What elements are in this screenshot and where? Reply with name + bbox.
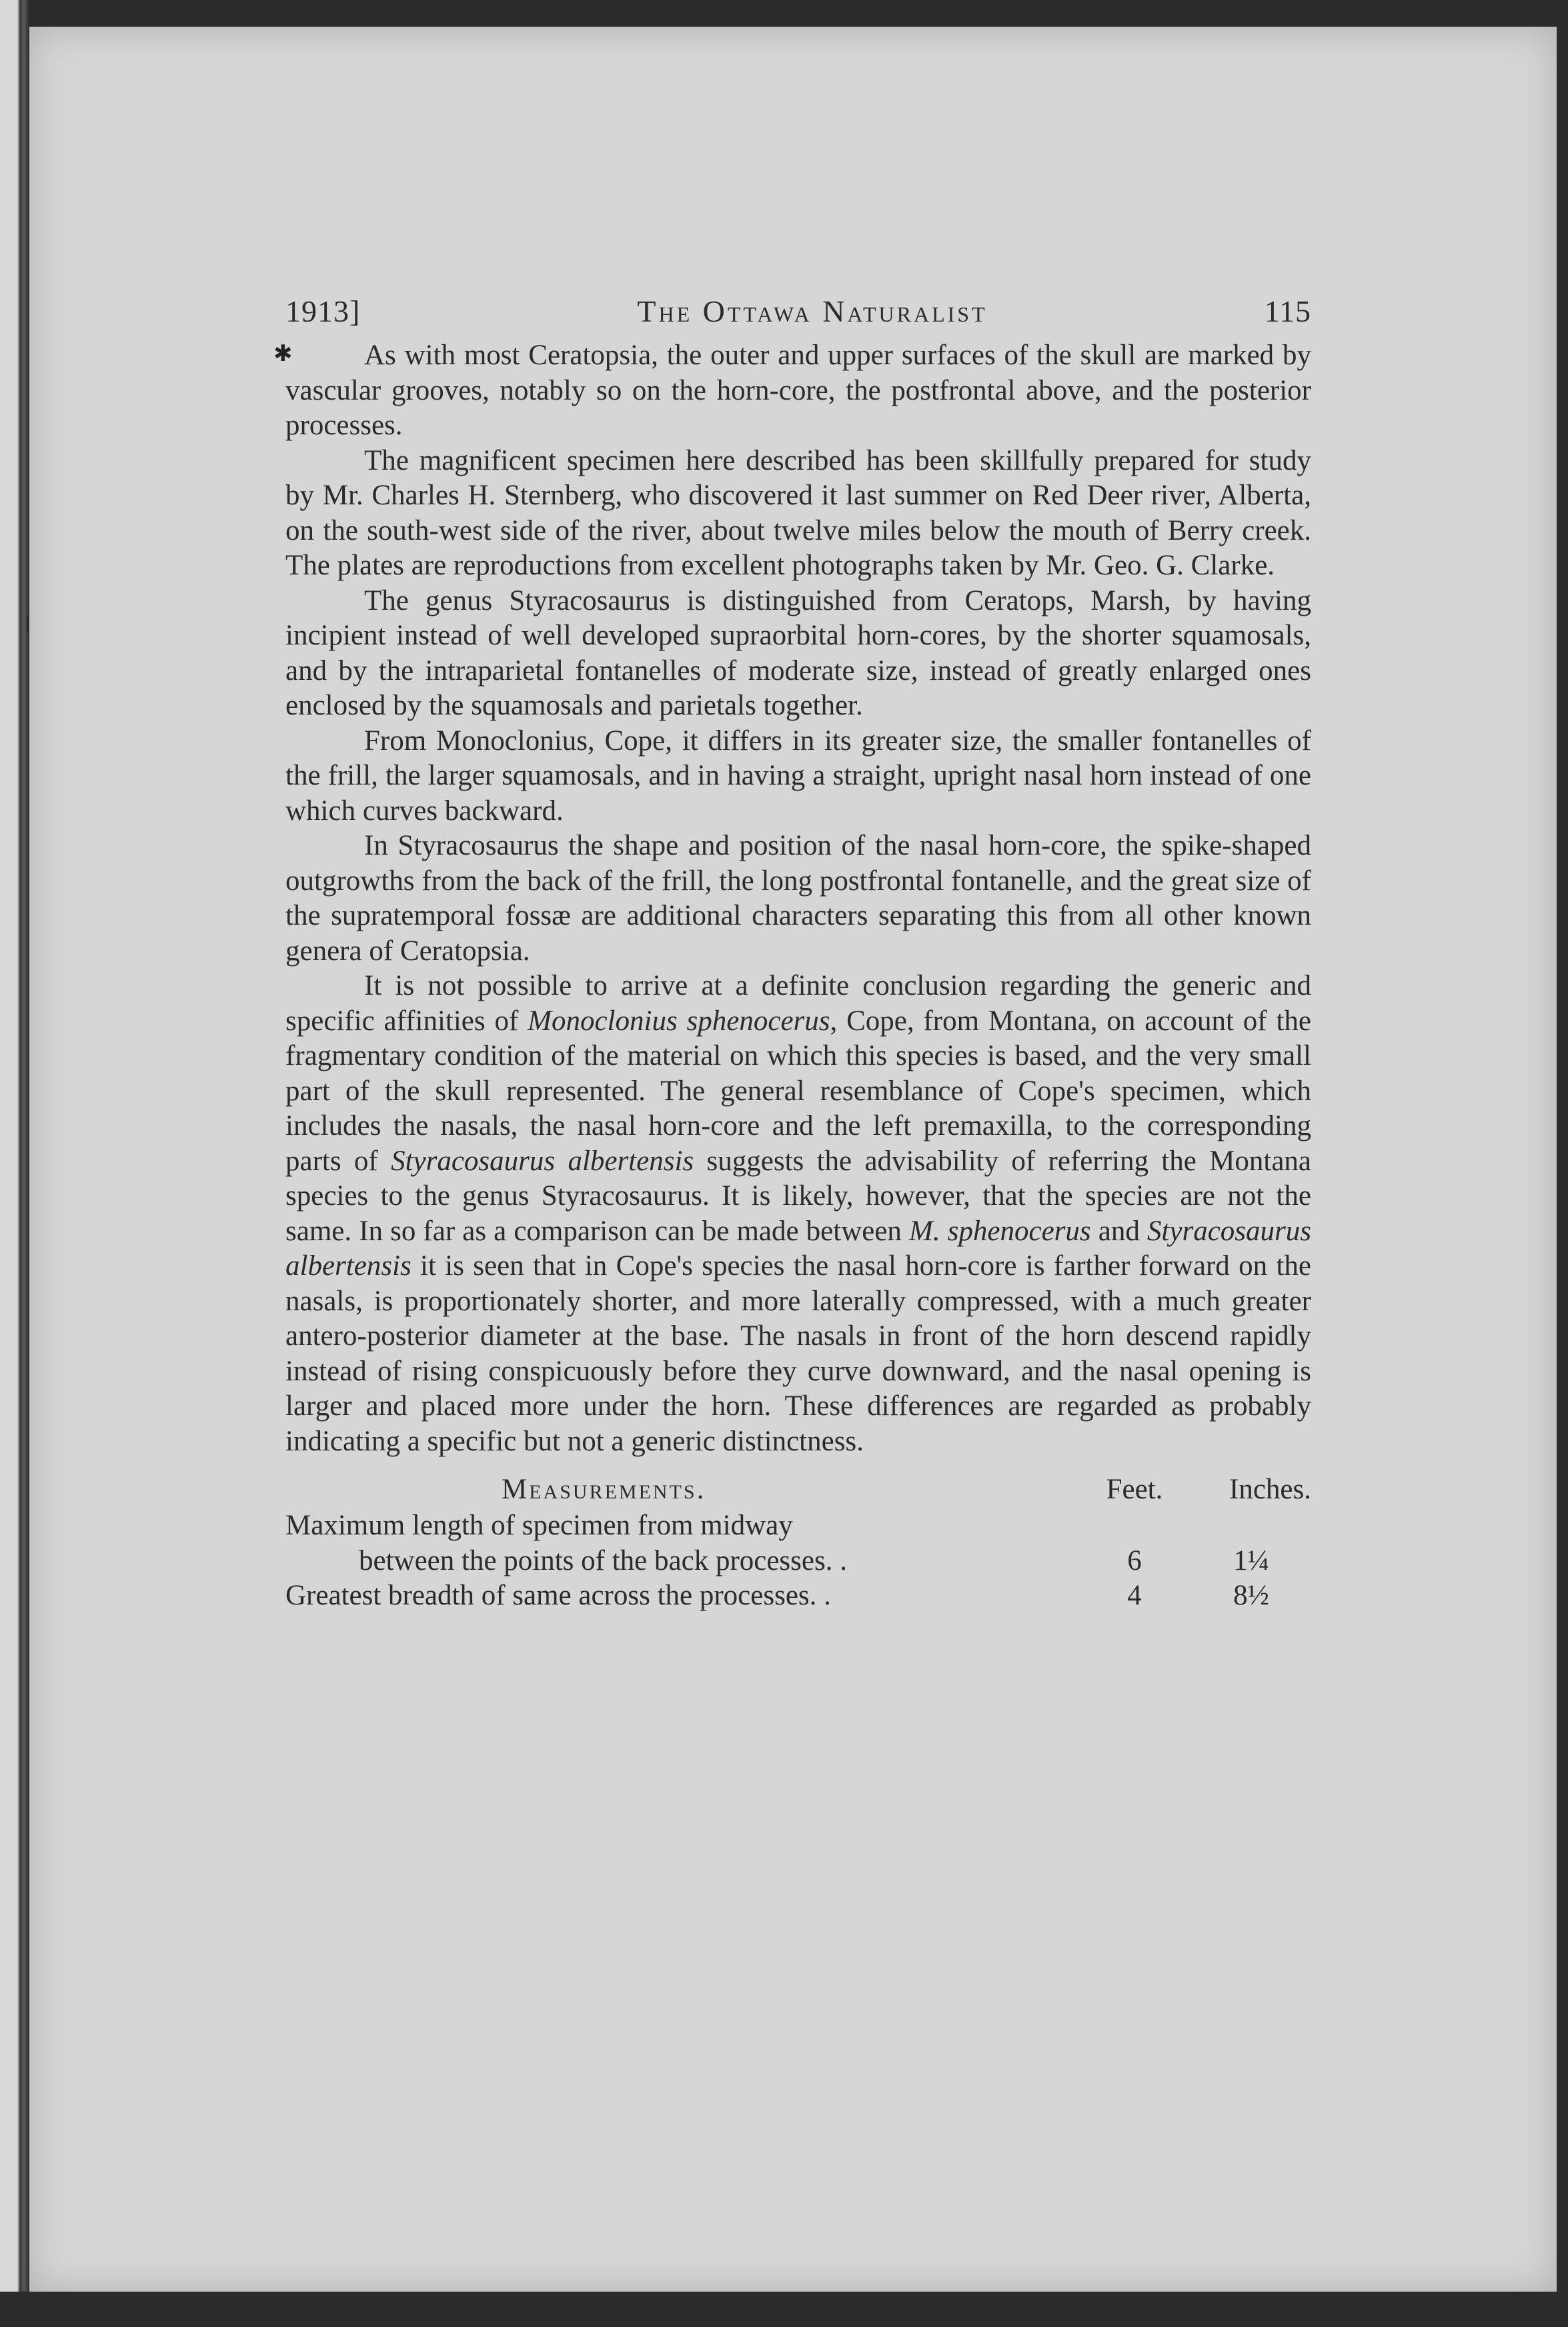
measurement-label xyxy=(285,1508,1078,1578)
column-feet-header: Feet. xyxy=(1106,1474,1163,1505)
measurement-label-line: Maximum length of specimen from midway xyxy=(285,1510,793,1541)
book-binding-edge xyxy=(0,0,29,2327)
paragraph-distinction-ceratops: The genus Styracosaurus is distinguished from Ceratops, Marsh, by having incipient instead of well developed supraorbital horn-cores, by the shorter squamosals, and by the intraparietal fontanelles of moderate size, instead of greatly enlarged ones enclosed by the squamosals and parietals together. xyxy=(285,584,1311,721)
page-text-block xyxy=(285,294,1311,1614)
measurements-heading: Measurements. xyxy=(502,1474,706,1505)
measurement-feet-value: 4 xyxy=(1127,1580,1142,1611)
paragraph-styracosaurus-characters: In Styracosaurus the shape and position of the nasal horn-core, the spike-shaped outgrowths from the back of the frill, the long postfrontal fontanelle, and the great size of the supratemporal fossæ are additional characters separating this from all other known genera of Ceratopsia. xyxy=(285,830,1311,967)
measurement-row xyxy=(285,1508,1311,1578)
paragraph-vascular-grooves: As with most Ceratopsia, the outer and upper surfaces of the skull are marked by vascular grooves, notably so on the horn-core, the postfrontal above, and the posterior processes. xyxy=(285,340,1311,441)
measurement-feet-value: 6 xyxy=(1127,1544,1142,1576)
column-inches-header: Inches. xyxy=(1229,1474,1311,1505)
margin-mark-icon: ✱ xyxy=(273,342,293,366)
page-number: 115 xyxy=(1264,294,1311,328)
running-head-year: 1913] xyxy=(285,294,361,328)
paragraph-affinities: It is not possible to arrive at a definite conclusion regarding the generic and specific affinities of Monoclonius sphenocerus, Cope, from Montana, on account of the fragmentary condition of the material on which this species is based, and the very small part of the skull represented. The general resemblance of Cope's specimen, which includes the nasals, the nasal horn-core and the left premaxilla, to the corresponding parts of Styracosaurus albertensis suggests the advisability of referring the Montana species to the genus Styracosaurus. It is likely, however, that the species are not the same. In so far as a comparison can be made between M. sphenocerus and Styracosaurus albertensis it is seen that in Cope's species the nasal horn-core is farther forward on the nasals, is proportionately shorter, and more laterally compressed, with a much greater antero-posterior diameter at the base. The nasals in front of the horn descend rapidly instead of rising conspicuously before they curve downward, and the nasal opening is larger and placed more under the horn. These differences are regarded as probably indicating a specific but not a generic distinctness. xyxy=(285,970,1312,1457)
measurement-inches-value: 8½ xyxy=(1233,1580,1269,1611)
paragraph-distinction-monoclonius: From Monoclonius, Cope, it differs in its greater size, the smaller fontanelles of the frill, the larger squamosals, and in having a straight, upright nasal horn instead of one which curves backward. xyxy=(285,725,1311,827)
measurement-inches-value: 1¼ xyxy=(1233,1544,1269,1576)
measurement-row xyxy=(285,1578,1311,1614)
running-head-journal-title: The Ottawa Naturalist xyxy=(637,294,988,328)
paragraph-specimen-preparation: The magnificent specimen here described has been skillfully prepared for study by Mr. Charles H. Sternberg, who discovered it last summer on Red Deer river, Alberta, on the south-west side of the river, about twelve miles below the mouth of Berry creek. The plates are reproductions from excellent photographs taken by Mr. Geo. G. Clarke. xyxy=(285,444,1311,581)
measurement-label-line: Greatest breadth of same across the processes. . xyxy=(285,1580,831,1611)
scan-bottom-border xyxy=(0,2292,1568,2327)
measurements-header xyxy=(285,1471,1311,1508)
running-head xyxy=(285,294,1311,329)
measurement-label-continuation: between the points of the back processes. . xyxy=(359,1544,847,1576)
measurement-label xyxy=(285,1578,1078,1614)
